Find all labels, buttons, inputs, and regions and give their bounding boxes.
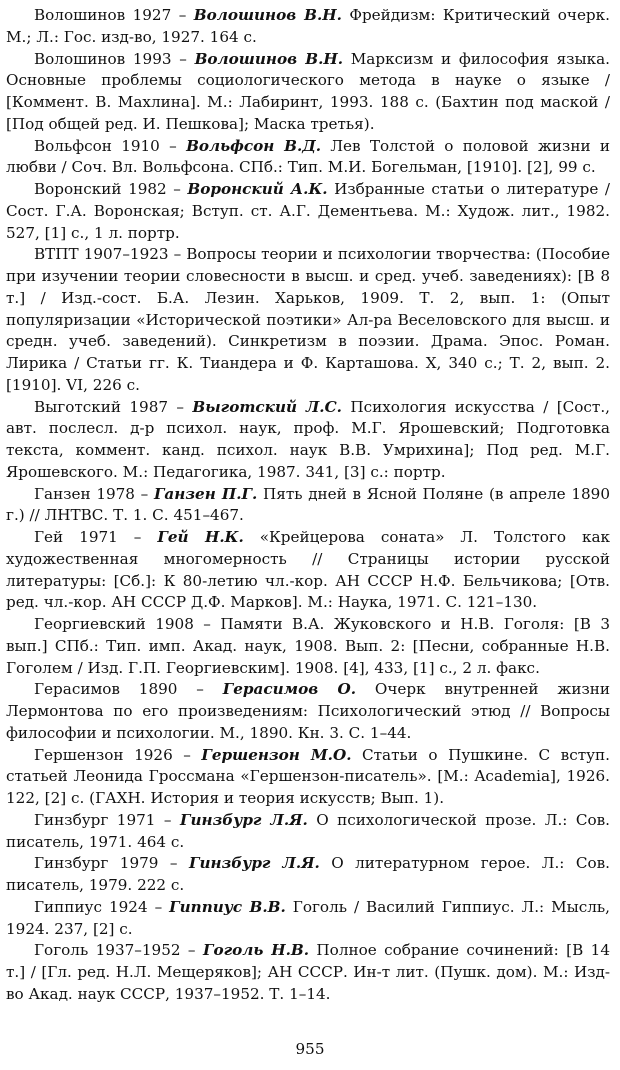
entry-author: Гиппиус В.В. — [169, 897, 286, 916]
entry-text: Пять дней в Ясной Поляне (в апреле 1890 г.) // ЛНТВС. Т. 1. С. 451–467. — [6, 484, 610, 525]
entry-text: Вопросы теории и психологии творчества: (Пособие при изучении теории словесности в высш. и сред. учеб. заведениях): [В 8 т.] / Изд.-сост. Б.А. Лезин. Харьков, 1909. Т. 2, вып. 1: (Опыт популяризации «Исторической поэтики» Ал-ра Веселовского для высш. и средн. учеб. заведений). Синкретизм в поэзии. Драма. Эпос. Роман. Лирика / Статьи гг. К. Тиандера и Ф. Карташова. X, 340 с.; Т. 2, вып. 2. [1910]. VI, 226 с. — [6, 245, 611, 394]
bibliography-entry — [6, 179, 610, 244]
bibliography-entry — [6, 397, 610, 484]
entry-author: Гей Н.К. — [157, 528, 244, 546]
entry-key: Ганзен 1978 – — [34, 484, 154, 503]
bibliography-entry — [6, 810, 610, 854]
entry-text: Памяти В.А. Жуковского и Н.В. Гоголя: [В 3 вып.] СПб.: Тип. имп. Акад. наук, 1908. Вып. 2: [Песни, собранные Н.В. Гоголем / Изд. Г.П. Георгиевским]. 1908. [4], 433, [1] с., 2 л. факс. — [6, 615, 611, 677]
bibliography-entry — [6, 49, 610, 136]
bibliography-entry — [6, 940, 610, 1005]
entry-author: Ганзен П.Г. — [153, 484, 258, 503]
entry-text: Лев Толстой о половой жизни и любви / Соч. Вл. Вольфсона. СПб.: Тип. М.И. Богельман, [1910]. [2], 99 с. — [6, 136, 611, 177]
entry-key: Герасимов 1890 – — [34, 680, 223, 699]
entry-text: Полное собрание сочинений: [В 14 т.] / [Гл. ред. Н.Л. Мещеряков]; АН СССР. Ин-т лит. (Пушк. дом). М.: Изд-во Акад. наук СССР, 1937–1952. Т. 1–14. — [6, 941, 610, 1003]
bibliography-entry — [6, 853, 610, 897]
entry-author: Вольфсон В.Д. — [186, 136, 322, 155]
entry-text: Избранные статьи о литературе / Сост. Г.А. Воронская; Вступ. ст. А.Г. Дементьева. М.: Худож. лит., 1982. 527, [1] с., 1 л. портр. — [6, 180, 610, 242]
bibliography-entry — [6, 5, 610, 49]
entry-key: Воронский 1982 – — [34, 180, 188, 198]
entry-author: Выготский Л.С. — [192, 397, 342, 416]
entry-key: Гершензон 1926 – — [34, 745, 202, 764]
bibliography-entry — [6, 614, 610, 679]
entry-author: Гинзбург Л.Я. — [179, 810, 308, 829]
entry-key: ВТПТ 1907–1923 – — [34, 245, 187, 264]
entry-text: Очерк внутренней жизни Лермонтова по его произведениям: Психологический этюд // Вопросы философии и психологии. М., 1890. Кн. 3. С. 1–44. — [6, 680, 610, 742]
bibliography-entry — [6, 745, 610, 810]
entry-key: Гинзбург 1979 – — [34, 854, 189, 873]
entry-author: Воронский А.К. — [187, 180, 328, 198]
entry-text: О литературном герое. Л.: Сов. писатель, 1979. 222 с. — [6, 854, 610, 894]
entry-key: Гиппиус 1924 – — [34, 897, 170, 916]
entry-author: Гинзбург Л.Я. — [188, 854, 320, 873]
bibliography-entry — [6, 136, 610, 180]
entry-author: Волошинов В.Н. — [194, 49, 344, 68]
entry-author: Гершензон М.О. — [201, 745, 352, 764]
entry-text: О психологической прозе. Л.: Сов. писатель, 1971. 464 с. — [6, 810, 611, 851]
bibliography-entry — [6, 244, 610, 396]
entry-text: Марксизм и философия языка. Основные проблемы социологического метода в науке о языке / [Коммент. В. Махлина]. М.: Лабиринт, 1993. 188 с. (Бахтин под маской / [Под общей ред. И. Пешкова]; Маска третья). — [6, 49, 610, 133]
entry-text: Фрейдизм: Критический очерк. М.; Л.: Гос. изд-во, 1927. 164 с. — [6, 6, 610, 46]
entry-key: Вольфсон 1910 – — [34, 136, 187, 155]
entry-text: Гоголь / Василий Гиппиус. Л.: Мысль, 1924. 237, [2] с. — [6, 897, 611, 938]
entry-key: Гинзбург 1971 – — [34, 810, 180, 829]
entry-key: Волошинов 1927 – — [34, 6, 194, 24]
entry-key: Волошинов 1993 – — [34, 49, 195, 68]
entry-key: Выготский 1987 – — [34, 397, 193, 416]
entry-author: Гоголь Н.В. — [202, 941, 310, 960]
bibliography-entry — [6, 679, 610, 744]
entry-author: Герасимов О. — [222, 680, 357, 699]
entry-text: Психология искусства / [Сост., авт. послесл. д-р психол. наук, проф. М.Г. Ярошевский; Подготовка текста, коммент. канд. психол. наук В.В. Умрихина]; Под ред. М.Г. Ярошевского. М.: Педагогика, 1987. 341, [3] с.: портр. — [6, 397, 610, 481]
entry-key: Гоголь 1937–1952 – — [34, 941, 203, 960]
bibliography-entry — [6, 484, 610, 528]
entry-author: Волошинов В.Н. — [193, 6, 342, 24]
entry-text: Статьи о Пушкине. С вступ. статьей Леонида Гроссмана «Гершензон-писатель». [М.: Academia], 1926. 122, [2] с. (ГАХН. История и теория искусств; Вып. 1). — [6, 745, 610, 807]
entry-key: Георгиевский 1908 – — [34, 615, 221, 633]
bibliography-list — [6, 5, 610, 1006]
entry-key: Гей 1971 – — [34, 528, 158, 546]
bibliography-entry — [6, 897, 610, 941]
entry-text: «Крейцерова соната» Л. Толстого как художественная многомерность // Страницы истории русской литературы: [Сб.]: К 80-летию чл.-кор. АН СССР Н.Ф. Бельчикова; [Отв. ред. чл.-кор. АН СССР Д.Ф. Марков]. М.: Наука, 1971. С. 121–130. — [6, 528, 610, 612]
bibliography-entry — [6, 527, 610, 614]
page-number: 955 — [295, 1040, 325, 1058]
